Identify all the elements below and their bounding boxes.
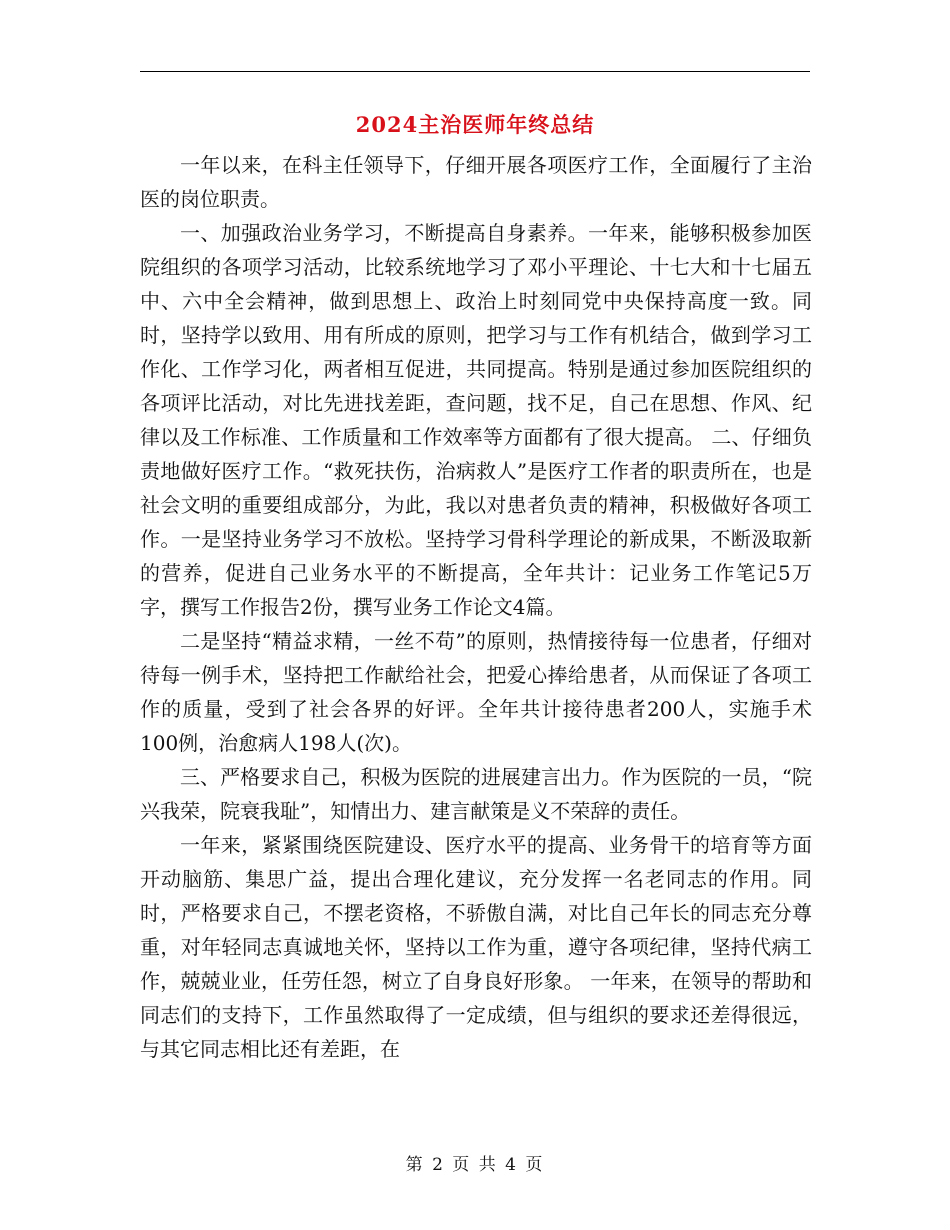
header-rule — [140, 71, 810, 72]
page-number-footer: 第 2 页 共 4 页 — [405, 1155, 545, 1175]
document-title: 2024主治医师年终总结 — [355, 112, 595, 137]
paragraph: 三、严格要求自己，积极为医院的进展建言出力。作为医院的一员，“院兴我荣，院衰我耻”，知情出力、建言献策是义不荣辞的责任。 — [140, 765, 812, 823]
paragraph: 一年来，紧紧围绕医院建设、医疗水平的提高、业务骨干的培育等方面开动脑筋、集思广益，提出合理化建议，充分发挥一名老同志的作用。同时，严格要求自己，不摆老资格，不骄傲自满，对比自己年长的同志充分尊重，对年轻同志真诚地关怀，坚持以工作为重，遵守各项纪律，坚持代病工作，兢兢业业，任劳任怨，树立了自身良好形象。 一年来，在领导的帮助和同志们的支持下，工作虽然取得了一定成绩，但与组织的要求还差得很远，与其它同志相比还有差距，在 — [140, 833, 812, 1061]
paragraph: 一年以来，在科主任领导下，仔细开展各项医疗工作，全面履行了主治医的岗位职责。 — [140, 153, 812, 211]
document-body — [140, 148, 812, 1066]
paragraph: 二是坚持“精益求精，一丝不苟”的原则，热情接待每一位患者，仔细对待每一例手术，坚持把工作献给社会，把爱心捧给患者，从而保证了各项工作的质量，受到了社会各界的好评。全年共计接待患者200人，实施手术100例，治愈病人198人(次)。 — [140, 629, 812, 755]
paragraph: 一、加强政治业务学习，不断提高自身素养。一年来，能够积极参加医院组织的各项学习活动，比较系统地学习了邓小平理论、十七大和十七届五中、六中全会精神，做到思想上、政治上时刻同党中央保持高度一致。同时，坚持学以致用、用有所成的原则，把学习与工作有机结合，做到学习工作化、工作学习化，两者相互促进，共同提高。特别是通过参加医院组织的各项评比活动，对比先进找差距，查问题，找不足，自己在思想、作风、纪律以及工作标准、工作质量和工作效率等方面都有了很大提高。 二、仔细负责地做好医疗工作。“救死扶伤，治病救人”是医疗工作者的职责所在，也是社会文明的重要组成部分，为此，我以对患者负责的精神，积极做好各项工作。一是坚持业务学习不放松。坚持学习骨科学理论的新成果，不断汲取新的营养，促进自己业务水平的不断提高，全年共计：记业务工作笔记5万字，撰写工作报告2份，撰写业务工作论文4篇。 — [140, 221, 812, 619]
